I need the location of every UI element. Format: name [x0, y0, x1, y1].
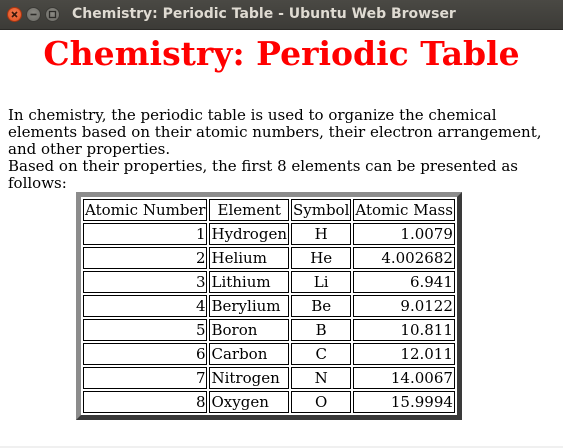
- element-cell: Oxygen: [209, 391, 289, 413]
- atomic-number-cell: 3: [83, 271, 207, 293]
- symbol-cell: Be: [291, 295, 351, 317]
- close-icon: [8, 8, 21, 21]
- element-cell: Hydrogen: [211, 225, 287, 243]
- table-row: [83, 391, 455, 413]
- atomic-number-cell: 7: [83, 367, 207, 389]
- atomic-mass-cell: 14.0067: [353, 367, 455, 389]
- atomic-mass-cell: 9.0122: [353, 295, 455, 317]
- table-row: [83, 343, 455, 365]
- elements-table-container: [76, 192, 462, 420]
- atomic-number-cell: 5: [83, 319, 207, 341]
- atomic-number-cell: 8: [83, 391, 207, 413]
- atomic-mass-cell: 15.9994: [353, 391, 455, 413]
- element-cell: Lithium: [209, 271, 289, 293]
- maximize-icon: [46, 8, 59, 21]
- symbol-cell: B: [291, 319, 351, 341]
- table-row: [83, 223, 455, 245]
- atomic-mass-cell: 1.0079: [353, 223, 455, 245]
- table-row: [83, 295, 455, 317]
- atomic-number-cell: 4: [83, 295, 207, 317]
- maximize-window-button[interactable]: [45, 7, 60, 22]
- atomic-mass-cell: 4.002682: [353, 247, 455, 269]
- minimize-window-button[interactable]: [26, 7, 41, 22]
- element-cell: Nitrogen: [209, 367, 289, 389]
- minimize-icon: [27, 8, 40, 21]
- atomic-number-cell: 1: [83, 223, 207, 245]
- table-row: [83, 271, 455, 293]
- symbol-cell: C: [291, 343, 351, 365]
- table-intro-paragraph: Based on their properties, the first 8 elements can be presented as follows:: [8, 157, 518, 192]
- table-row: [83, 367, 455, 389]
- element-cell: Berylium: [209, 295, 289, 317]
- symbol-cell: O: [291, 391, 351, 413]
- header-atomic-mass: Atomic Mass: [355, 201, 453, 219]
- atomic-mass-cell: 6.941: [353, 271, 455, 293]
- close-window-button[interactable]: [7, 7, 22, 22]
- element-cell: Helium: [209, 247, 289, 269]
- atomic-number-cell: 6: [83, 343, 207, 365]
- header-element: Element: [209, 199, 289, 221]
- table-row: [83, 319, 455, 341]
- element-cell: Carbon: [209, 343, 289, 365]
- page-content: [0, 30, 563, 448]
- window-title: Chemistry: Periodic Table - Ubuntu Web Browser: [72, 6, 456, 22]
- symbol-cell: Li: [291, 271, 351, 293]
- atomic-mass-cell: 12.011: [353, 343, 455, 365]
- table-row: [83, 247, 455, 269]
- elements-table: [76, 192, 462, 420]
- header-symbol: Symbol: [292, 201, 350, 219]
- symbol-cell: N: [291, 367, 351, 389]
- atomic-mass-cell: 10.811: [353, 319, 455, 341]
- page-heading: Chemistry: Periodic Table: [43, 34, 520, 73]
- element-cell: Boron: [209, 319, 289, 341]
- atomic-number-cell: 2: [83, 247, 207, 269]
- header-atomic-number: Atomic Number: [85, 201, 206, 219]
- symbol-cell: He: [291, 247, 351, 269]
- symbol-cell: H: [291, 223, 351, 245]
- intro-paragraph: In chemistry, the periodic table is used to organize the chemical elements based on their atomic numbers, their electron arrangement, and other properties.: [8, 106, 542, 158]
- title-bar[interactable]: [0, 0, 563, 30]
- table-header-row: [83, 199, 455, 221]
